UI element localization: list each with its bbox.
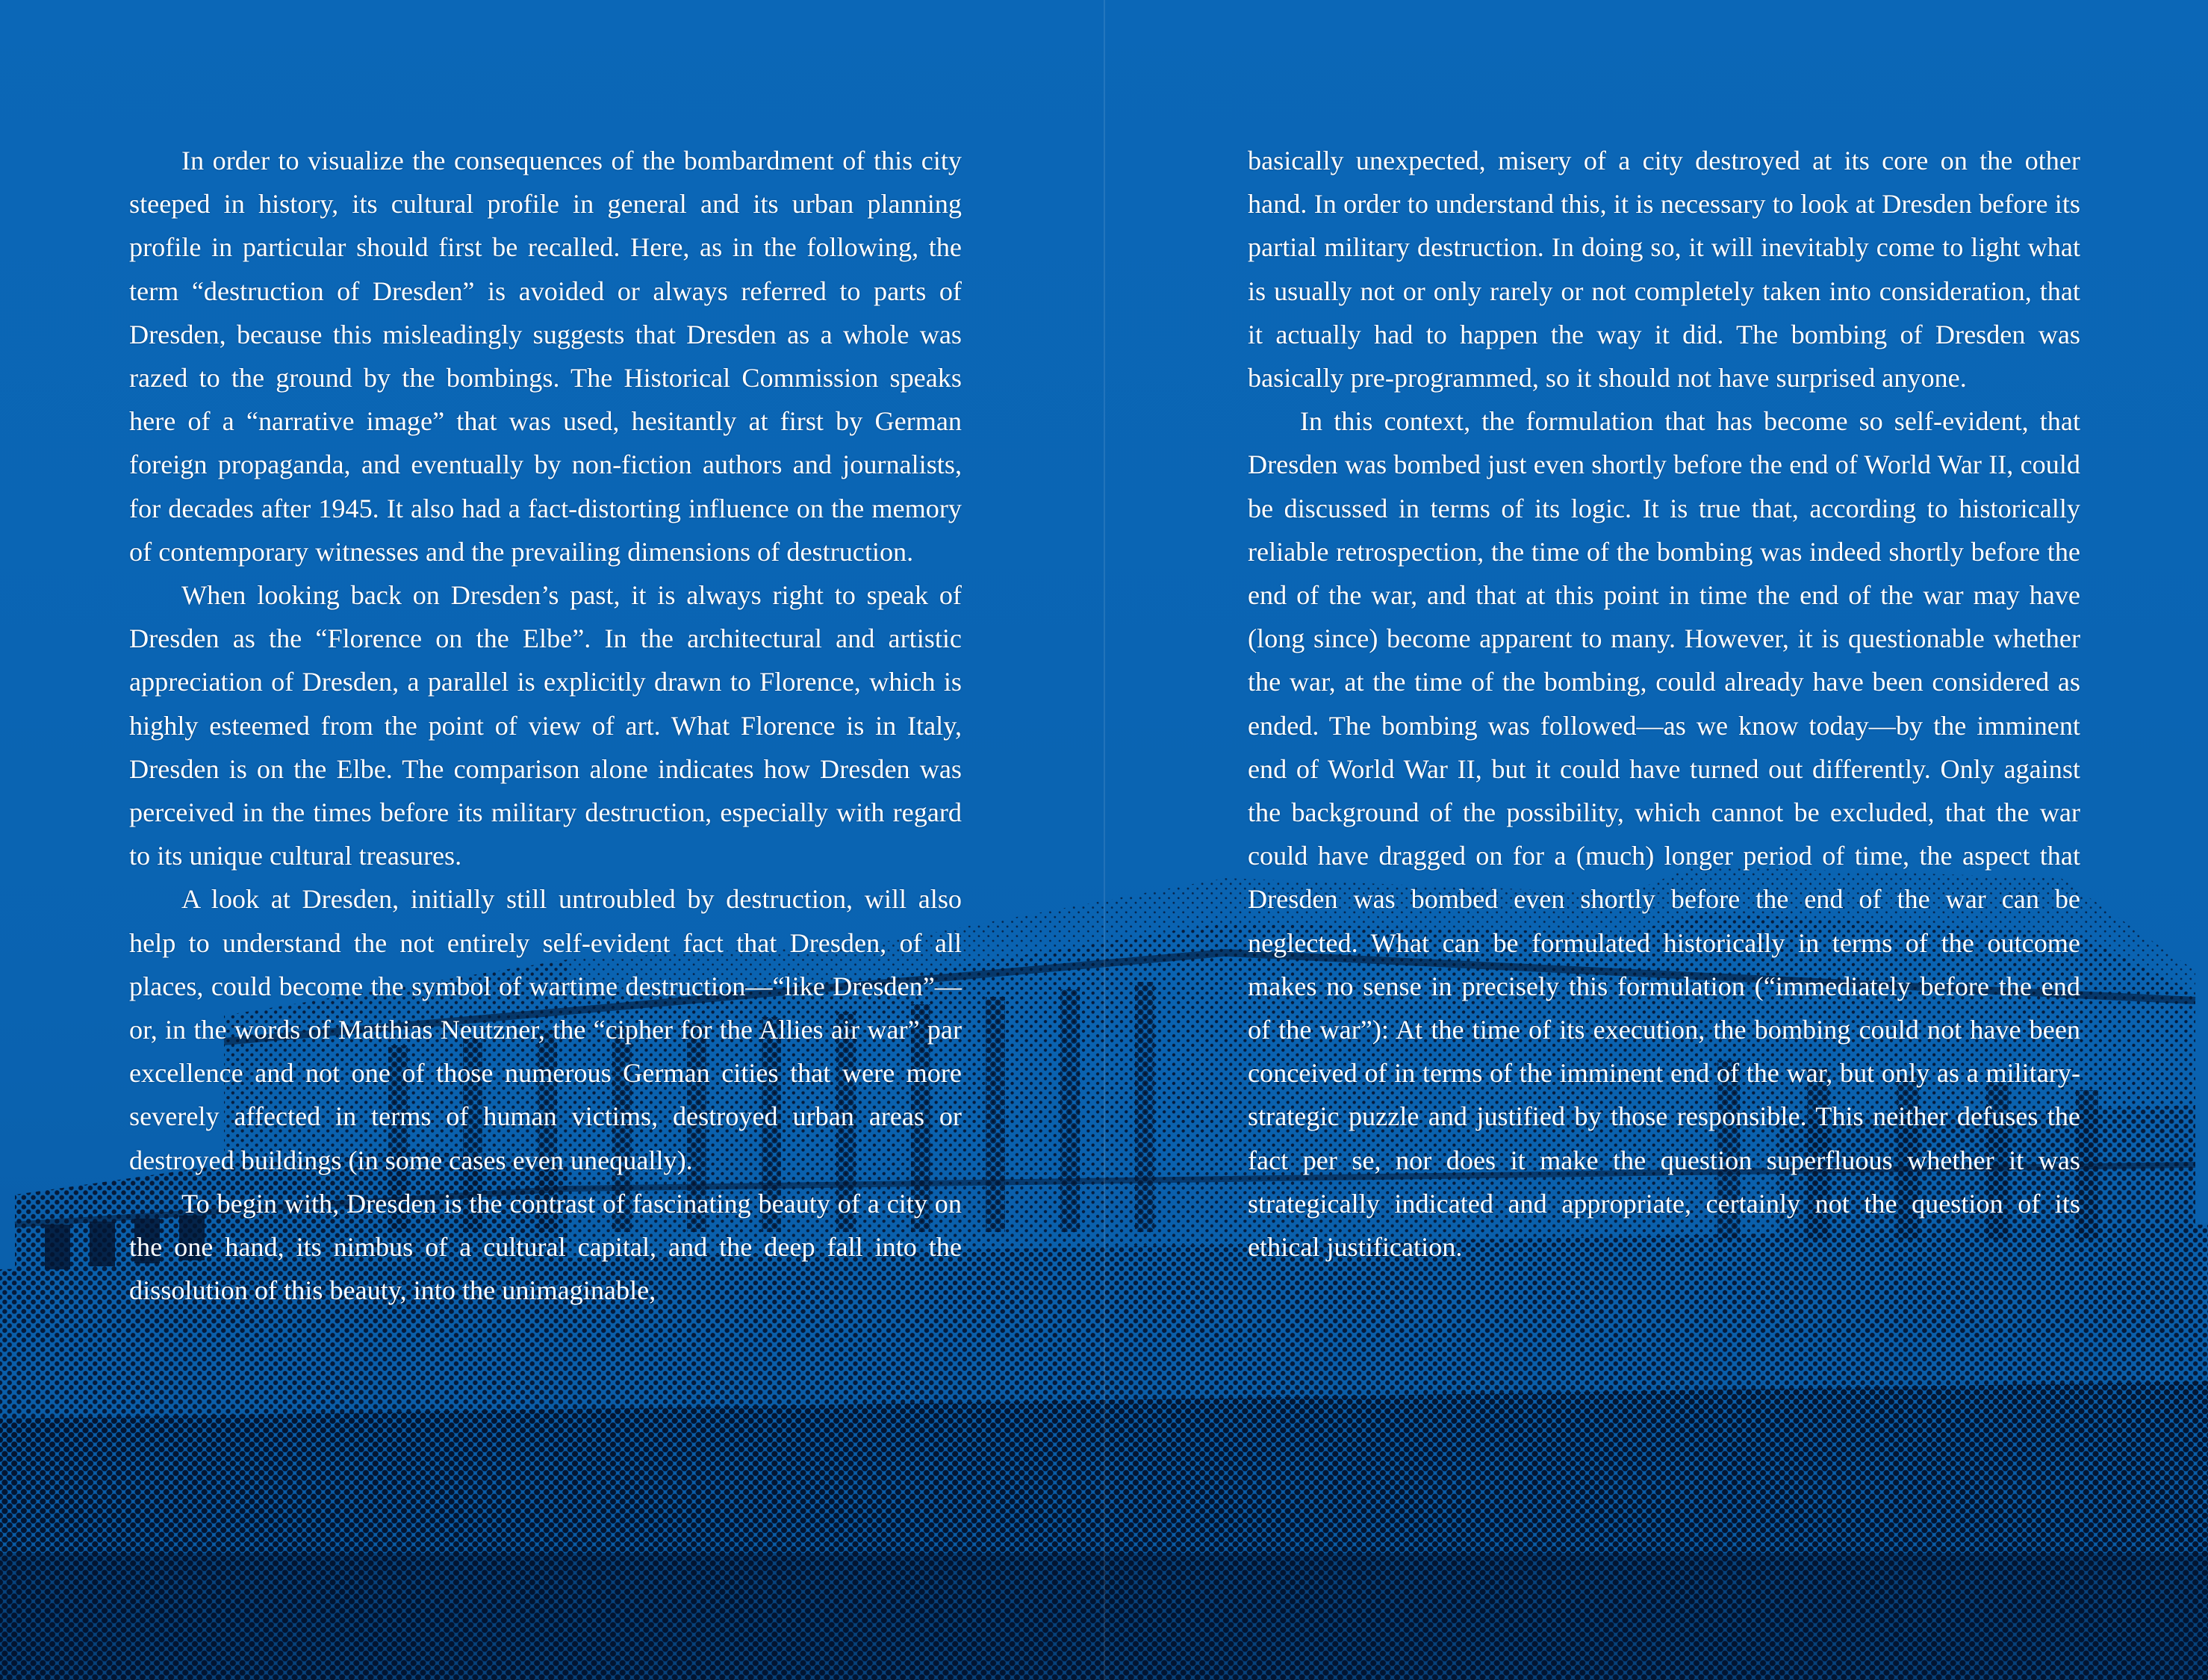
paragraph: In this context, the formulation that has become so self-evident, that Dresden was bombed just even shortly before the end of World War II, could be discussed in terms of its logic. It is true that, according to historically reliable retrospection, the time of the bombing was indeed shortly before the end of the war, and that at this point in time the end of the war may have (long since) become apparent to many. However, it is questionable whether the war, at the time of the bombing, could already have been considered as ended. The bombing was followed—as we know today—by the imminent end of World War II, but it could have turned out differently. Only against the background of the possibility, which cannot be excluded, that the war could have dragged on for a (much) longer period of time, the aspect that Dresden was bombed even shortly before the end of the war can be neglected. What can be formulated historically in terms of the outcome makes no sense in precisely this formulation (“immediately before the end of the war”): At the time of its execution, the bombing could not have been conceived of in terms of the imminent end of the war, but only as a military-strategic puzzle and justified by those responsible. This neither defuses the fact per se, nor does it make the question superfluous whether it was strategically indicated and appropriate, certainly not the question of its ethical justification. bbox=[1248, 406, 2080, 1263]
right-page-text bbox=[1248, 139, 2080, 1269]
paragraph: basically unexpected, misery of a city destroyed at its core on the other hand. In order to understand this, it is necessary to look at Dresden before its partial military destruction. In doing so, it will inevitably come to light what is usually not or only rarely or not completely taken into consideration, that it actually had to happen the way it did. The bombing of Dresden was basically pre-programmed, so it should not have surprised anyone. bbox=[1248, 146, 2080, 393]
paragraph: In order to visualize the consequences of the bombardment of this city steeped in history, its cultural profile in general and its urban planning profile in particular should first be recalled. Here, as in the following, the term “destruction of Dresden” is avoided or always referred to parts of Dresden, because this misleadingly suggests that Dresden as a whole was razed to the ground by the bombings. The Historical Commission speaks here of a “narrative image” that was used, hesitantly at first by German foreign propaganda, and eventually by non-fiction authors and journalists, for decades after 1945. It also had a fact-distorting influence on the memory of contemporary witnesses and the prevailing dimensions of destruction. bbox=[129, 146, 962, 567]
page-gutter bbox=[1104, 0, 1105, 1680]
paragraph: A look at Dresden, initially still untroubled by destruction, will also help to understand the not entirely self-evident fact that Dresden, of all places, could become the symbol of wartime destruction—“like Dresden”—or, in the words of Matthias Neutzner, the “cipher for the Allies air war” par excellence and not one of those numerous German cities that were more severely affected in terms of human victims, destroyed urban areas or destroyed buildings (in some cases even unequally). bbox=[129, 884, 962, 1175]
left-page-text bbox=[129, 139, 962, 1312]
paragraph: To begin with, Dresden is the contrast of fascinating beauty of a city on the one hand, its nimbus of a cultural capital, and the deep fall into the dissolution of this beauty, into the unimaginable, bbox=[129, 1188, 962, 1306]
paragraph: When looking back on Dresden’s past, it is always right to speak of Dresden as the “Florence on the Elbe”. In the architectural and artistic appreciation of Dresden, a parallel is explicitly drawn to Florence, which is highly esteemed from the point of view of art. What Florence is in Italy, Dresden is on the Elbe. The comparison alone indicates how Dresden was perceived in the times before its military destruction, especially with regard to its unique cultural treasures. bbox=[129, 580, 962, 871]
